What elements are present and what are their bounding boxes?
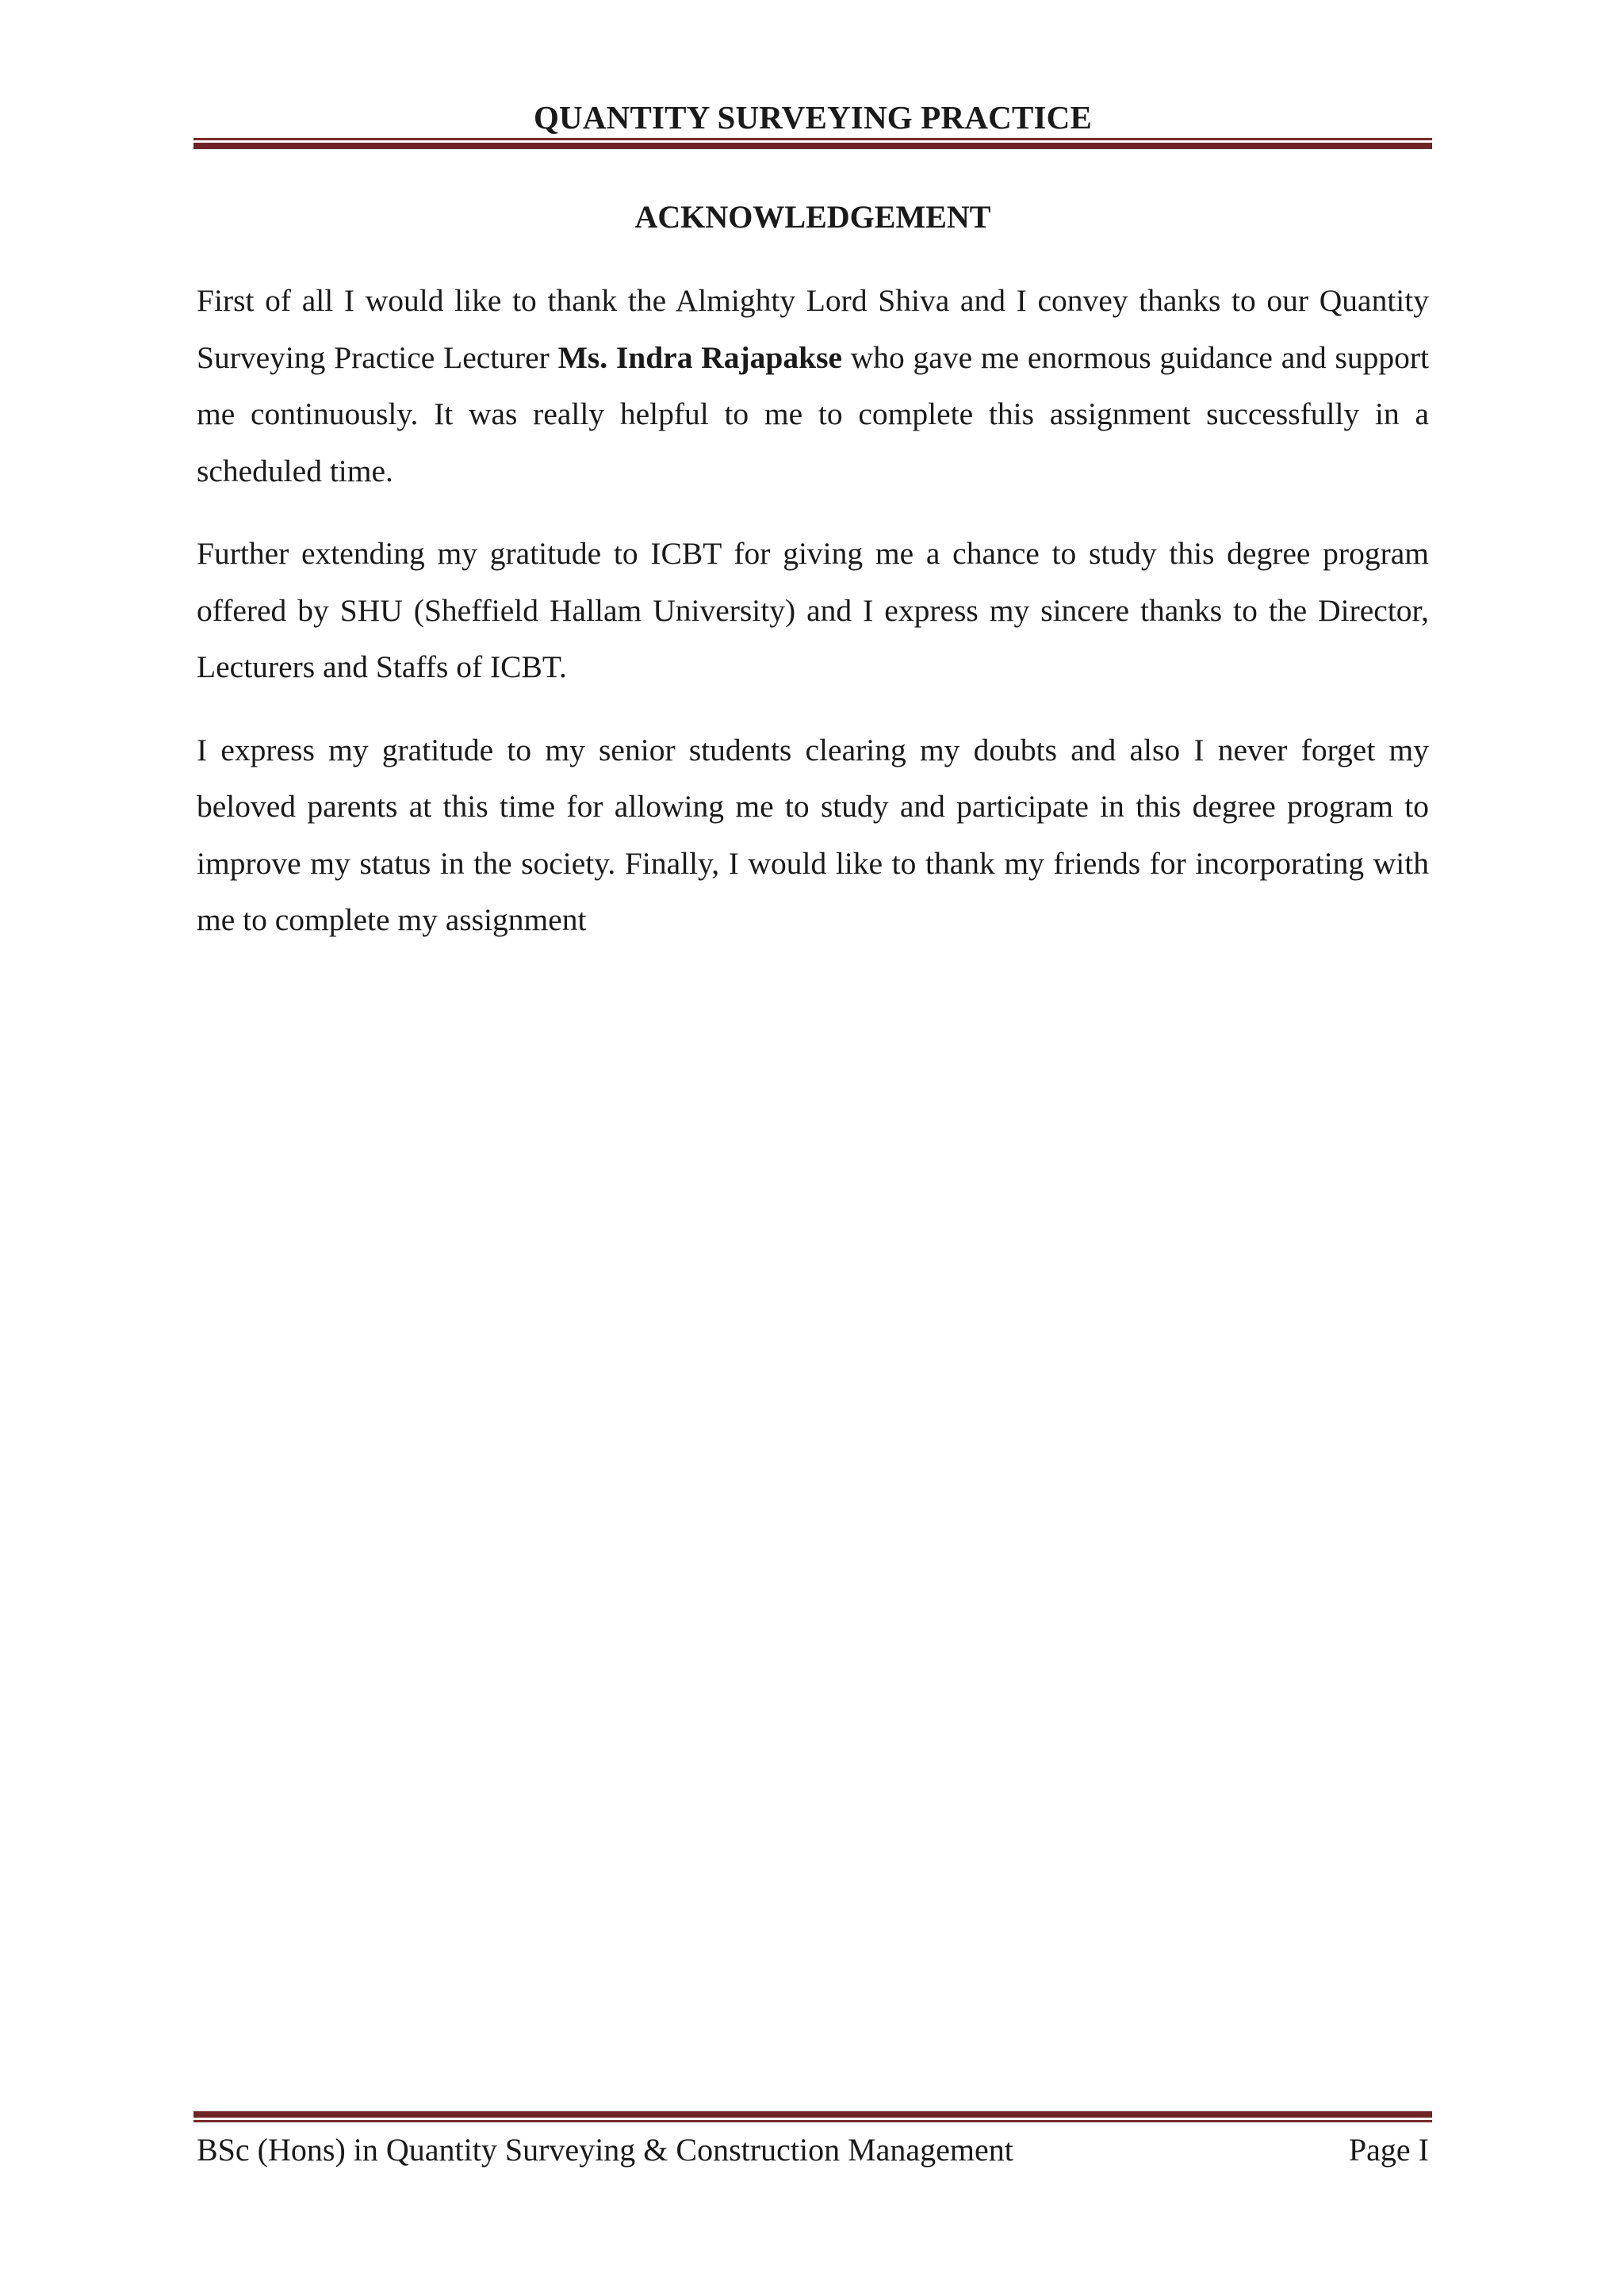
footer-divider — [193, 2111, 1432, 2122]
running-header-title: QUANTITY SURVEYING PRACTICE — [533, 99, 1093, 136]
footer-divider-thin-line — [193, 2120, 1432, 2122]
header-divider — [193, 138, 1432, 149]
page-number: Page I — [1348, 2132, 1429, 2168]
paragraph-1-text-end: who gave me enormous guidance and support me continuously. It was really helpful to me to complete this assignment successfully in a scheduled time. — [197, 339, 1429, 488]
lecturer-name: Ms. Indra Rajapakse — [557, 339, 842, 375]
paragraph-1 — [197, 273, 1429, 499]
paragraph-3: I express my gratitude to my senior students clearing my doubts and also I never forget my beloved parents at this time for allowing me to study and participate in this degree program to improve my status in the society. Finally, I would like to thank my friends for incorporating with me to complete my assignment — [197, 732, 1429, 937]
header-divider-thick-line — [193, 143, 1432, 149]
section-heading: ACKNOWLEDGEMENT — [634, 199, 991, 235]
footer-programme-name: BSc (Hons) in Quantity Surveying & Construction Management — [197, 2132, 1013, 2168]
paragraph-2: Further extending my gratitude to ICBT for giving me a chance to study this degree program offered by SHU (Sheffield Hallam University) and I express my sincere thanks to the Director, Lecturers and Staffs of ICBT. — [197, 536, 1429, 684]
paragraph-1-text-start: First of all I would like to thank the Almighty Lord Shiva and I convey thanks to our Quantity Surveying Practice Lecturer — [197, 283, 1429, 375]
footer-divider-thick-line — [193, 2111, 1432, 2118]
running-footer — [197, 2128, 1429, 2172]
acknowledgement-body — [197, 273, 1429, 975]
